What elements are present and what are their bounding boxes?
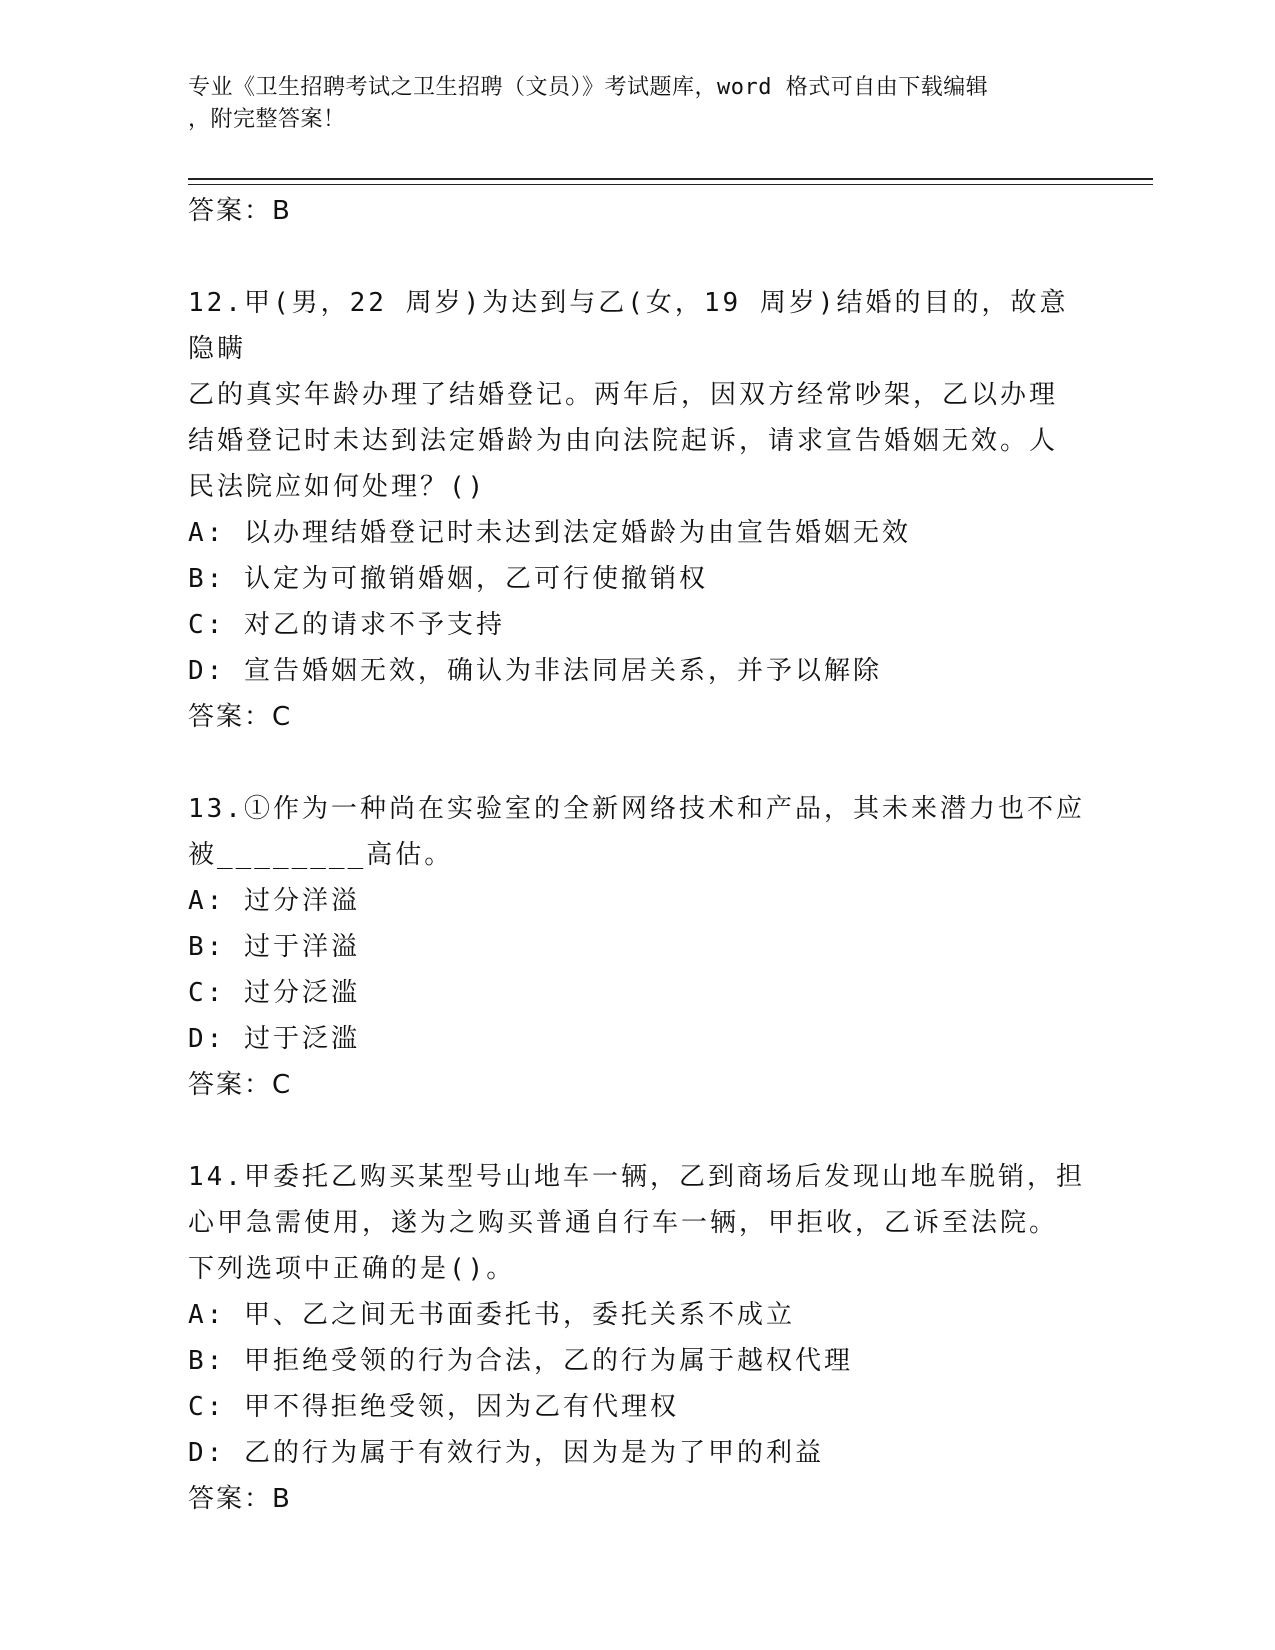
header-line-2: ，附完整答案！	[188, 107, 346, 132]
question-14-option-a: A: 甲、乙之间无书面委托书，委托关系不成立	[188, 1300, 795, 1330]
spacer	[188, 1108, 1088, 1154]
question-12-line-1: 12.甲(男，22 周岁)为达到与乙(女，19 周岁)结婚的目的，故意隐瞒	[188, 288, 1069, 364]
question-13	[188, 786, 1088, 1108]
question-content	[188, 188, 1088, 1522]
header-rule-thin	[188, 184, 1153, 185]
question-14-line-1: 14.甲委托乙购买某型号山地车一辆，乙到商场后发现山地车脱销，担	[188, 1162, 1085, 1192]
page-header	[188, 72, 1068, 136]
previous-answer: 答案：B	[188, 196, 292, 226]
question-12-option-d: D: 宣告婚姻无效，确认为非法同居关系，并予以解除	[188, 656, 882, 686]
question-12-option-b: B: 认定为可撤销婚姻，乙可行使撤销权	[188, 564, 708, 594]
header-line-1: 专业《卫生招聘考试之卫生招聘（文员）》考试题库，word 格式可自由下载编辑	[188, 75, 989, 100]
header-rule-thick	[188, 178, 1153, 180]
question-13-line-1: 13.①作为一种尚在实验室的全新网络技术和产品，其未来潜力也不应	[188, 794, 1085, 824]
question-14-line-3: 下列选项中正确的是()。	[188, 1254, 516, 1284]
question-13-line-2: 被________高估。	[188, 840, 454, 870]
question-13-option-b: B: 过于洋溢	[188, 932, 360, 962]
question-14-answer: 答案：B	[188, 1484, 292, 1514]
question-13-answer: 答案：C	[188, 1070, 293, 1100]
question-13-option-c: C: 过分泛滥	[188, 978, 360, 1008]
question-14	[188, 1154, 1088, 1522]
question-12-answer: 答案：C	[188, 702, 293, 732]
question-13-option-d: D: 过于泛滥	[188, 1024, 360, 1054]
question-14-line-2: 心甲急需使用，遂为之购买普通自行车一辆，甲拒收，乙诉至法院。	[188, 1208, 1059, 1238]
question-12-line-3: 结婚登记时未达到法定婚龄为由向法院起诉，请求宣告婚姻无效。人	[188, 426, 1059, 456]
question-12-line-2: 乙的真实年龄办理了结婚登记。两年后，因双方经常吵架，乙以办理	[188, 380, 1059, 410]
question-12-line-4: 民法院应如何处理？()	[188, 472, 487, 502]
question-14-option-c: C: 甲不得拒绝受领，因为乙有代理权	[188, 1392, 679, 1422]
spacer	[188, 234, 1088, 280]
question-14-option-d: D: 乙的行为属于有效行为，因为是为了甲的利益	[188, 1438, 824, 1468]
spacer	[188, 740, 1088, 786]
question-12-option-a: A: 以办理结婚登记时未达到法定婚龄为由宣告婚姻无效	[188, 518, 911, 548]
question-14-option-b: B: 甲拒绝受领的行为合法，乙的行为属于越权代理	[188, 1346, 853, 1376]
question-12	[188, 280, 1088, 740]
question-13-option-a: A: 过分洋溢	[188, 886, 360, 916]
question-12-option-c: C: 对乙的请求不予支持	[188, 610, 505, 640]
